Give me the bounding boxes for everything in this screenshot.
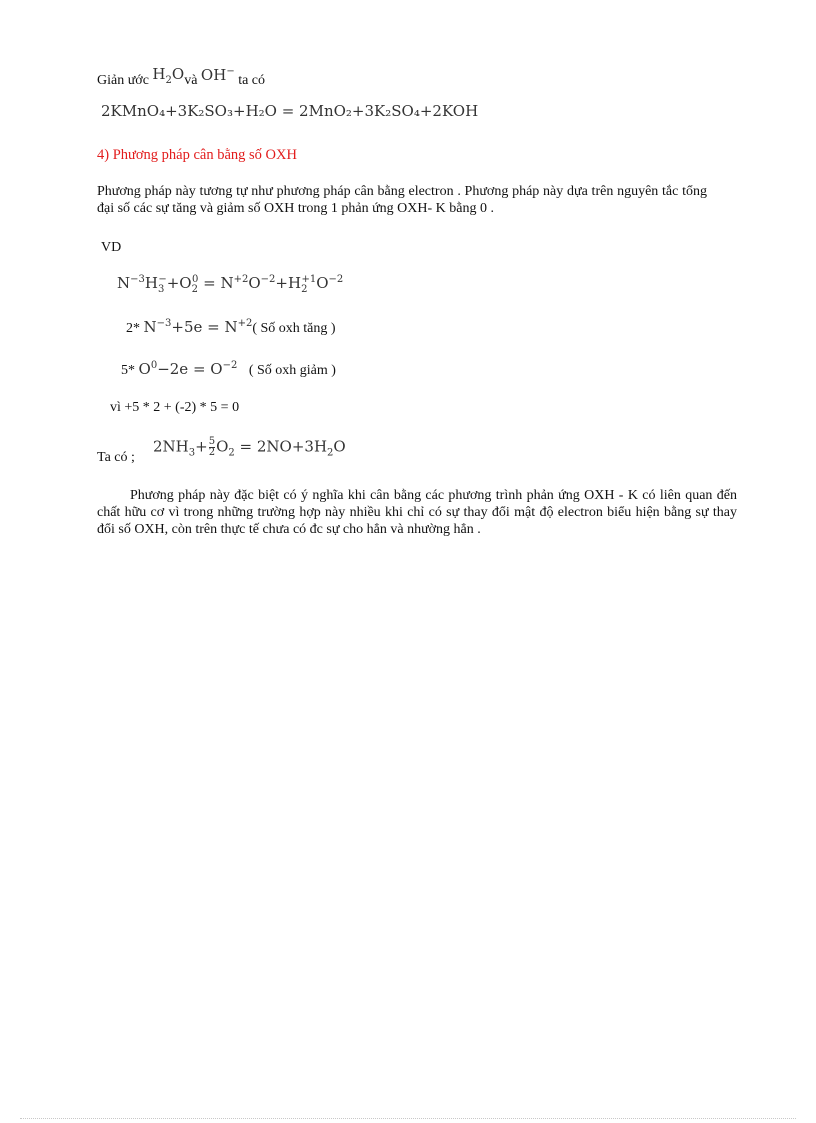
intro-paragraph: Phương pháp này tương tự như phương pháp cân bằng electron . Phương pháp này dựa trên nguyên tắc tổng đại số các sự tăng và giảm số OXH trong 1 phản ứng OXH- K bằng 0 . [97, 184, 707, 216]
half-reaction-1 [126, 320, 336, 336]
half1-equation: $N^{-3}+5e = N^{+2}$ [143, 318, 253, 336]
result-label: Ta có ; [97, 450, 135, 465]
page-bottom-divider [20, 1118, 796, 1119]
simplify-prefix: Giản ước [97, 73, 149, 88]
hydroxide-formula: OH− [200, 66, 235, 84]
half2-note: ( Số oxh giảm ) [248, 363, 336, 378]
balanced-equation: $2NH_3+$ $\frac{5}{2}$ $O_2 = 2NO+3H_2O$ [153, 436, 346, 459]
half-reaction-2 [121, 362, 336, 378]
closing-paragraph: Phương pháp này đặc biệt có ý nghĩa khi cân bằng các phương trình phản ứng OXH - K có liên quan đến chất hữu cơ vì trong những trường hợp này nhiều khi chỉ có sự thay đổi mật độ electron biểu hiện bằng sự thay đổi số OXH, còn trên thực tế chưa có đc sự cho hẳn và nhường hẳn . [97, 488, 737, 537]
half1-note: ( Số oxh tăng ) [252, 321, 336, 336]
section-heading: 4) Phương pháp cân bằng số OXH [97, 147, 297, 163]
simplify-suffix: ta có [238, 73, 266, 88]
reaction-equation-1: 2KMnO₄+3K₂SO₃+H₂O = 2MnO₂+3K₂SO₄+2KOH [101, 102, 479, 120]
simplify-mid: và [184, 73, 198, 88]
simplify-line [97, 65, 266, 88]
half2-prefix: 5* [121, 363, 135, 378]
water-formula: $H_2O$ [152, 65, 185, 86]
half1-prefix: 2* [126, 321, 140, 336]
example-label: VD [101, 240, 122, 255]
example-equation: $N^{-3}H_3^-+O_2^0 = N^{+2}O^{-2}+H_2^{+1}O^{-2}$ [117, 274, 344, 295]
half2-equation: $O^0-2e = O^{-2}$ [138, 360, 238, 378]
check-line: vì +5 * 2 + (-2) * 5 = 0 [110, 400, 240, 415]
